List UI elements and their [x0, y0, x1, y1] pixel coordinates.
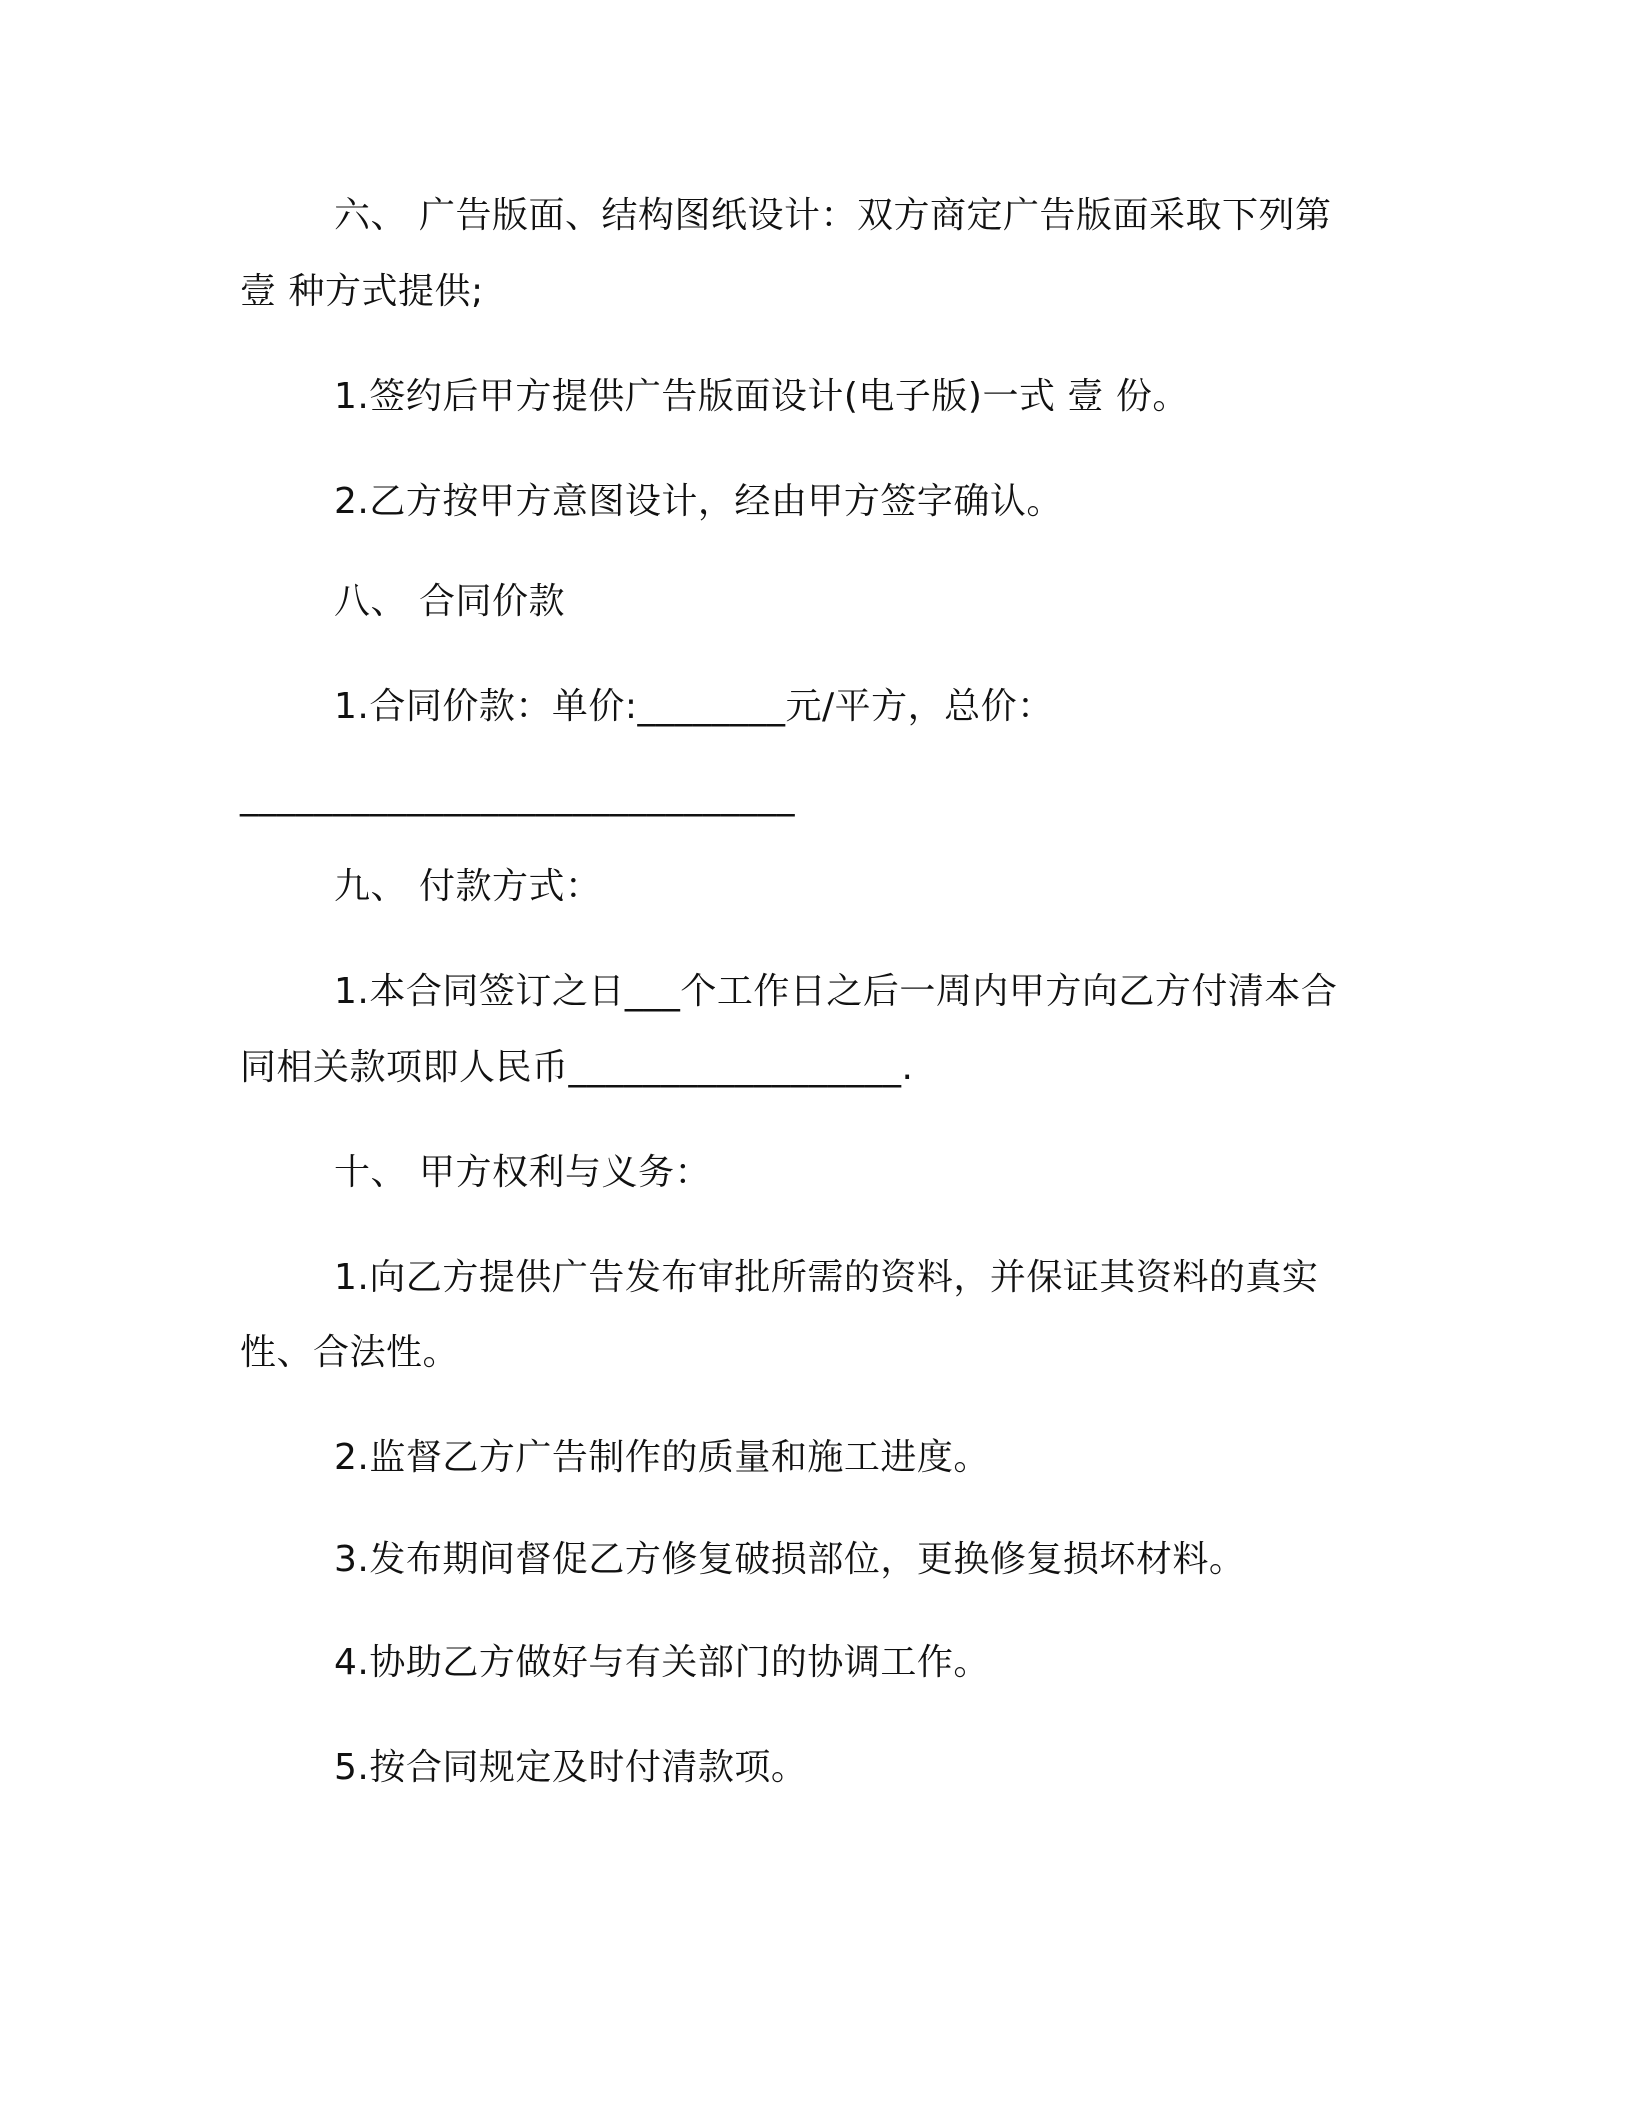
section-10-item-4: 4.协助乙方做好与有关部门的协调工作。: [334, 1642, 990, 1683]
section-8-heading: 八、 合同价款: [334, 581, 565, 622]
section-6-item-1: 1.签约后甲方提供广告版面设计(电子版)一式 壹 份。: [334, 376, 1189, 417]
section-10-item-3: 3.发布期间督促乙方修复破损部位，更换修复损坏材料。: [334, 1539, 1246, 1580]
section-8-item-1: 1.合同价款：单价:________元/平方，总价：: [334, 686, 1054, 727]
section-6-heading: 六、 广告版面、结构图纸设计：双方商定广告版面采取下列第: [334, 195, 1332, 236]
section-6-item-2: 2.乙方按甲方意图设计，经由甲方签字确认。: [334, 481, 1063, 522]
section-10-item-1-continued: 性、合法性。: [240, 1332, 460, 1373]
section-9-heading: 九、 付款方式：: [334, 866, 602, 907]
section-9-item-1-continued: 同相关款项即人民币__________________.: [240, 1047, 914, 1088]
section-10-heading: 十、 甲方权利与义务：: [334, 1152, 711, 1193]
section-6-heading-continued: 壹 种方式提供;: [240, 271, 484, 312]
section-10-item-5: 5.按合同规定及时付清款项。: [334, 1747, 808, 1788]
section-8-item-1-blank: ______________________________: [240, 776, 795, 817]
section-10-item-2: 2.监督乙方广告制作的质量和施工进度。: [334, 1437, 990, 1478]
section-9-item-1: 1.本合同签订之日___个工作日之后一周内甲方向乙方付清本合: [334, 971, 1338, 1012]
section-10-item-1: 1.向乙方提供广告发布审批所需的资料，并保证其资料的真实: [334, 1257, 1319, 1298]
